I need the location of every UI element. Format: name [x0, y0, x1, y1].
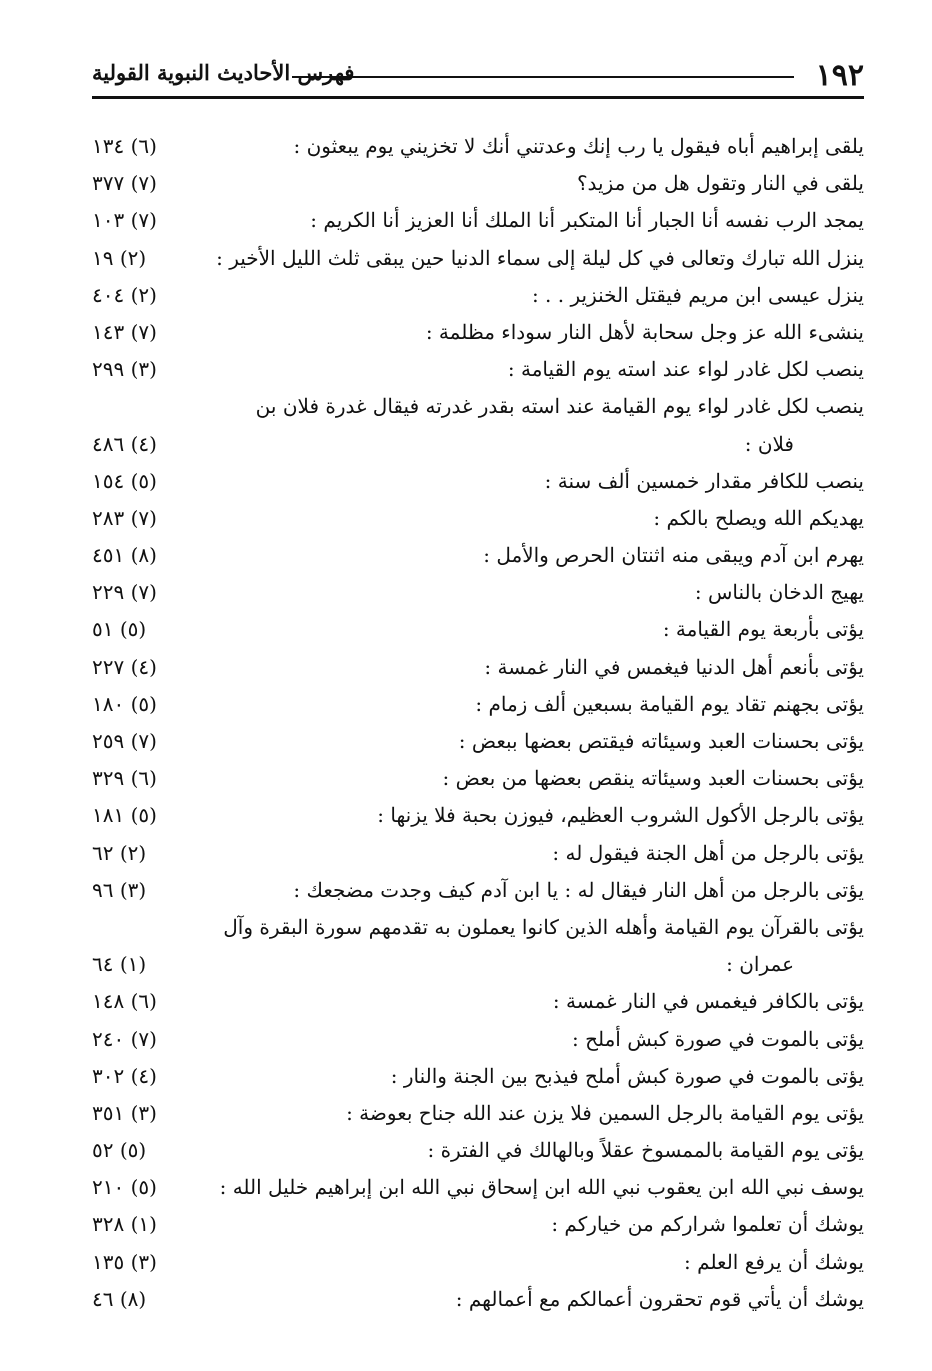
entry-text-line: يؤتى بجهنم تقاد يوم القيامة بسبعين ألف زمام :	[475, 691, 864, 716]
index-entry	[92, 760, 864, 797]
entry-text-line: يؤتى بالرجل الأكول الشروب العظيم، فيوزن بحبة فلا يزنها :	[377, 803, 864, 828]
entry-text	[209, 909, 864, 983]
entry-text-line: يؤتى بأربعة يوم القيامة :	[662, 617, 864, 642]
entry-text-line: يلقى في النار وتقول هل من مزيد؟	[576, 171, 864, 196]
index-entry	[92, 128, 864, 165]
index-entry	[92, 797, 864, 834]
index-entry	[92, 649, 864, 686]
index-entry	[92, 1095, 864, 1132]
entry-text	[209, 872, 864, 909]
page-header	[92, 54, 864, 100]
entry-reference: (٥) ٥١	[92, 617, 147, 642]
entry-text	[209, 723, 864, 760]
entry-reference: (٣) ٣٥١	[92, 1100, 157, 1125]
index-entry	[92, 500, 864, 537]
index-entry	[92, 835, 864, 872]
entry-reference: (٧) ٢٤٠	[92, 1026, 157, 1051]
entry-reference: (٦) ١٣٤	[92, 133, 157, 158]
entry-text-line: يوسف نبي الله ابن يعقوب نبي الله ابن إسحاق نبي الله ابن إبراهيم خليل الله :	[219, 1175, 864, 1200]
entry-reference: (٤) ٣٠٢	[92, 1063, 157, 1088]
entry-text-line: يؤتى بالرجل من أهل النار فيقال له : يا ابن آدم كيف وجدت مضجعك :	[293, 877, 864, 902]
entry-text	[209, 835, 864, 872]
entry-text-line: يهديكم الله ويصلح بالكم :	[653, 505, 864, 530]
entry-text-line: يؤتى يوم القيامة بالرجل السمين فلا يزن عند الله جناح بعوضة :	[346, 1100, 864, 1125]
entry-text	[209, 574, 864, 611]
entry-text-line: يؤتى بحسنات العبد وسيئاته ينقص بعضها من بعض :	[442, 766, 864, 791]
entry-reference: (١) ٦٤	[92, 952, 147, 977]
entry-text	[209, 500, 864, 537]
entry-reference: (٧) ٢٢٩	[92, 580, 157, 605]
index-entry	[92, 537, 864, 574]
entry-text	[209, 611, 864, 648]
entry-reference: (٧) ٣٧٧	[92, 171, 157, 196]
entry-reference: (٤) ٤٨٦	[92, 431, 157, 456]
entry-text	[209, 277, 864, 314]
index-entry	[92, 1281, 864, 1318]
header-divider	[292, 76, 794, 78]
entry-text	[209, 1058, 864, 1095]
index-entry	[92, 1206, 864, 1243]
entry-text	[209, 797, 864, 834]
entry-text	[209, 1095, 864, 1132]
entry-reference: (٦) ٣٢٩	[92, 766, 157, 791]
entry-text-line: يؤتى بأنعم أهل الدنيا فيغمس في النار غمسة :	[484, 654, 864, 679]
index-entry	[92, 165, 864, 202]
entry-text-line: يوشك أن يأتي قوم تحقرون أعمالكم مع أعمالهم :	[455, 1286, 864, 1311]
entry-text-line: يؤتى بالموت في صورة كبش أملح :	[571, 1026, 864, 1051]
entry-reference: (٥) ٢١٠	[92, 1175, 157, 1200]
entry-text-line: يؤتى بالكافر فيغمس في النار غمسة :	[552, 989, 864, 1014]
entry-reference: (٥) ١٥٤	[92, 468, 157, 493]
index-entry	[92, 351, 864, 388]
entry-text	[209, 983, 864, 1020]
entry-reference: (٧) ٢٥٩	[92, 729, 157, 753]
entry-text	[209, 463, 864, 500]
entry-text-line: ينزل عيسى ابن مريم فيقتل الخنزير . . :	[531, 282, 864, 307]
entry-text	[209, 537, 864, 574]
entry-text-line: ينشىء الله عز وجل سحابة لأهل النار سوداء مظلمة :	[425, 319, 864, 344]
entry-reference: (٤) ٢٢٧	[92, 654, 157, 679]
entry-text-line: ينصب لكل غادر لواء يوم القيامة عند استه بقدر غدرته فيقال غدرة فلان بن	[255, 394, 864, 419]
index-entry	[92, 1132, 864, 1169]
entry-text-line: يهيج الدخان بالناس :	[694, 580, 864, 605]
entry-text	[209, 1244, 864, 1281]
entry-reference: (٧) ٢٨٣	[92, 505, 157, 530]
entry-reference: (٣) ١٣٥	[92, 1249, 157, 1274]
index-entry	[92, 388, 864, 462]
entry-text-continuation: فلان :	[744, 431, 794, 456]
entry-reference: (٧) ١٠٣	[92, 208, 157, 233]
index-entry	[92, 463, 864, 500]
entry-text-line: يؤتى بالموت في صورة كبش أملح فيذبح بين الجنة والنار :	[390, 1063, 864, 1088]
entry-reference: (٨) ٤٥١	[92, 543, 157, 568]
entry-text-line: يهرم ابن آدم ويبقى منه اثنتان الحرص والأمل :	[483, 543, 864, 568]
header-rule	[92, 96, 864, 99]
entry-text	[209, 314, 864, 351]
index-entry	[92, 1058, 864, 1095]
hadith-index-list	[92, 128, 864, 1318]
entry-text-line: يوشك أن تعلموا شراركم من خياركم :	[551, 1212, 864, 1237]
index-entry	[92, 1244, 864, 1281]
index-entry	[92, 983, 864, 1020]
entry-reference: (٥) ٥٢	[92, 1138, 147, 1163]
entry-text	[209, 388, 864, 462]
index-entry	[92, 240, 864, 277]
entry-reference: (١) ٣٢٨	[92, 1212, 157, 1237]
entry-reference: (٥) ١٨٠	[92, 691, 157, 716]
entry-reference: (٢) ٦٢	[92, 840, 147, 865]
entry-reference: (٧) ١٤٣	[92, 319, 157, 344]
index-entry	[92, 1169, 864, 1206]
entry-text-continuation: عمران :	[726, 952, 794, 977]
entry-text-line: يؤتى بالقرآن يوم القيامة وأهله الذين كانوا يعملون به تقدمهم سورة البقرة وآل	[223, 914, 864, 939]
entry-reference: (٣) ٢٩٩	[92, 357, 157, 382]
entry-text	[209, 1021, 864, 1058]
entry-text	[209, 1281, 864, 1318]
index-entry	[92, 1021, 864, 1058]
entry-text	[209, 686, 864, 723]
entry-reference: (٢) ١٩	[92, 245, 147, 270]
index-entry	[92, 314, 864, 351]
entry-text	[209, 1206, 864, 1243]
entry-text	[209, 165, 864, 202]
entry-reference: (٣) ٩٦	[92, 877, 147, 902]
running-title: فهرس الأحاديث النبوية القولية	[92, 60, 355, 85]
entry-text-line: يؤتى يوم القيامة بالممسوخ عقلاً وبالهالك في الفترة :	[427, 1138, 864, 1163]
entry-text-line: يؤتى بحسنات العبد وسيئاته فيقتص بعضها ببعض :	[458, 729, 864, 754]
entry-text-line: يؤتى بالرجل من أهل الجنة فيقول له :	[552, 840, 864, 865]
index-entry	[92, 723, 864, 760]
entry-text	[209, 649, 864, 686]
entry-text-line: يوشك أن يرفع العلم :	[684, 1249, 864, 1274]
entry-text-line: ينزل الله تبارك وتعالى في كل ليلة إلى سماء الدنيا حين يبقى ثلث الليل الأخير :	[216, 245, 864, 270]
entry-text-line: يلقى إبراهيم أباه فيقول يا رب إنك وعدتني أنك لا تخزيني يوم يبعثون :	[293, 134, 864, 158]
index-entry	[92, 202, 864, 239]
entry-text	[209, 1132, 864, 1169]
entry-text	[209, 1169, 864, 1206]
entry-text	[209, 202, 864, 239]
entry-reference: (٢) ٤٠٤	[92, 282, 157, 307]
entry-text	[209, 760, 864, 797]
page-number: ١٩٢	[815, 58, 864, 93]
index-entry	[92, 909, 864, 983]
entry-reference: (٥) ١٨١	[92, 803, 157, 828]
index-entry	[92, 574, 864, 611]
entry-text-line: يمجد الرب نفسه أنا الجبار أنا المتكبر أنا الملك أنا العزيز أنا الكريم :	[310, 208, 864, 233]
entry-text	[209, 128, 864, 165]
index-entry	[92, 686, 864, 723]
entry-reference: (٨) ٤٦	[92, 1286, 147, 1311]
index-entry	[92, 872, 864, 909]
index-entry	[92, 277, 864, 314]
index-entry	[92, 611, 864, 648]
entry-text	[209, 240, 864, 277]
entry-reference: (٦) ١٤٨	[92, 989, 157, 1014]
entry-text	[209, 351, 864, 388]
entry-text-line: ينصب لكل غادر لواء عند استه يوم القيامة :	[507, 357, 864, 382]
entry-text-line: ينصب للكافر مقدار خمسين ألف سنة :	[544, 468, 864, 493]
